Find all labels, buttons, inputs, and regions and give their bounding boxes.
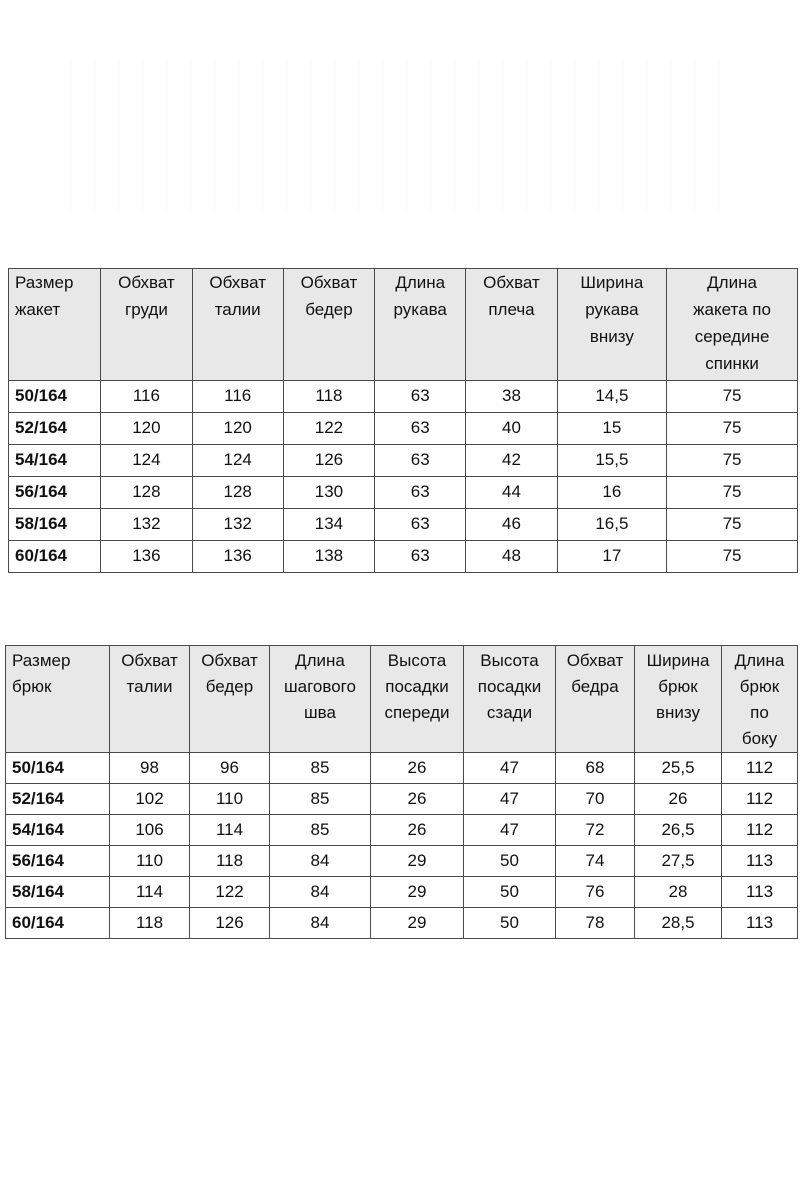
header-waist: Обхват талии [192,269,283,381]
table-cell: 28 [635,877,722,908]
table-cell: 85 [270,753,371,784]
table-row [6,784,798,815]
table-cell: 75 [667,477,798,509]
header-chest: Обхват груди [101,269,192,381]
table-cell: 110 [190,784,270,815]
table-cell: 120 [192,413,283,445]
table-cell: 130 [283,477,374,509]
table-cell: 26 [371,753,464,784]
table-cell: 84 [270,846,371,877]
table-cell: 134 [283,509,374,541]
table-cell: 128 [101,477,192,509]
table-cell: 124 [101,445,192,477]
table-cell: 126 [190,908,270,939]
table-row [9,541,798,573]
table-cell: 116 [192,381,283,413]
table-cell: 40 [466,413,557,445]
table-cell: 16 [557,477,667,509]
table-cell: 98 [110,753,190,784]
table-cell: 29 [371,877,464,908]
table-cell: 118 [190,846,270,877]
header-front-rise: Высота посадки спереди [371,646,464,753]
header-sleeve-width: Ширина рукава внизу [557,269,667,381]
table-cell: 27,5 [635,846,722,877]
size-cell: 52/164 [6,784,110,815]
table-cell: 124 [192,445,283,477]
table-cell: 84 [270,877,371,908]
table-row [6,753,798,784]
table-cell: 114 [110,877,190,908]
table-cell: 63 [375,509,466,541]
table-cell: 50 [464,877,556,908]
table-cell: 78 [556,908,635,939]
table-cell: 132 [101,509,192,541]
table-cell: 46 [466,509,557,541]
header-size-jacket: Размер жакет [9,269,101,381]
header-hips: Обхват бедер [190,646,270,753]
header-side-length: Длина брюк по боку [722,646,798,753]
size-cell: 56/164 [6,846,110,877]
table-row [6,908,798,939]
table-cell: 15,5 [557,445,667,477]
table-cell: 16,5 [557,509,667,541]
table-row [9,477,798,509]
table-cell: 26 [371,784,464,815]
table-cell: 84 [270,908,371,939]
table-cell: 14,5 [557,381,667,413]
size-cell: 60/164 [6,908,110,939]
table-cell: 50 [464,908,556,939]
table-cell: 63 [375,445,466,477]
table-cell: 63 [375,477,466,509]
table-cell: 25,5 [635,753,722,784]
table-cell: 74 [556,846,635,877]
pants-size-table [5,645,798,939]
table-cell: 113 [722,846,798,877]
table-cell: 47 [464,753,556,784]
table-cell: 112 [722,753,798,784]
table-row [6,846,798,877]
table-cell: 110 [110,846,190,877]
table-cell: 50 [464,846,556,877]
size-cell: 58/164 [6,877,110,908]
header-hips: Обхват бедер [283,269,374,381]
table-row [9,445,798,477]
table-cell: 75 [667,381,798,413]
table-row [6,815,798,846]
jacket-table-body [9,381,798,573]
size-cell: 60/164 [9,541,101,573]
header-shoulder: Обхват плеча [466,269,557,381]
size-cell: 52/164 [9,413,101,445]
table-cell: 72 [556,815,635,846]
table-cell: 85 [270,815,371,846]
table-cell: 118 [110,908,190,939]
table-cell: 63 [375,381,466,413]
table-cell: 63 [375,541,466,573]
table-cell: 136 [101,541,192,573]
table-cell: 47 [464,784,556,815]
pants-table-body [6,753,798,939]
header-inseam: Длина шагового шва [270,646,371,753]
table-cell: 122 [283,413,374,445]
jacket-size-table [8,268,798,573]
table-cell: 114 [190,815,270,846]
table-cell: 112 [722,815,798,846]
table-cell: 96 [190,753,270,784]
table-cell: 75 [667,541,798,573]
table-cell: 113 [722,877,798,908]
table-cell: 15 [557,413,667,445]
header-thigh: Обхват бедра [556,646,635,753]
faded-background-text [70,60,730,210]
table-cell: 112 [722,784,798,815]
table-cell: 106 [110,815,190,846]
table-row [9,381,798,413]
table-cell: 28,5 [635,908,722,939]
table-row [9,413,798,445]
pants-table-header [6,646,798,753]
table-cell: 76 [556,877,635,908]
table-cell: 138 [283,541,374,573]
header-back-rise: Высота посадки сзади [464,646,556,753]
table-cell: 70 [556,784,635,815]
size-cell: 50/164 [9,381,101,413]
table-cell: 68 [556,753,635,784]
table-cell: 116 [101,381,192,413]
table-cell: 29 [371,908,464,939]
table-cell: 102 [110,784,190,815]
table-row [9,509,798,541]
table-cell: 63 [375,413,466,445]
size-cell: 56/164 [9,477,101,509]
table-cell: 128 [192,477,283,509]
table-cell: 126 [283,445,374,477]
table-cell: 113 [722,908,798,939]
size-cell: 50/164 [6,753,110,784]
table-cell: 75 [667,413,798,445]
size-cell: 54/164 [9,445,101,477]
size-cell: 58/164 [9,509,101,541]
table-cell: 75 [667,509,798,541]
table-cell: 136 [192,541,283,573]
header-size-pants: Размер брюк [6,646,110,753]
table-cell: 26 [635,784,722,815]
table-cell: 48 [466,541,557,573]
jacket-table-header [9,269,798,381]
table-cell: 120 [101,413,192,445]
table-cell: 17 [557,541,667,573]
header-waist: Обхват талии [110,646,190,753]
table-cell: 132 [192,509,283,541]
table-cell: 26 [371,815,464,846]
table-cell: 26,5 [635,815,722,846]
table-cell: 29 [371,846,464,877]
table-cell: 47 [464,815,556,846]
size-cell: 54/164 [6,815,110,846]
header-hem-width: Ширина брюк внизу [635,646,722,753]
table-cell: 85 [270,784,371,815]
table-cell: 44 [466,477,557,509]
table-row [6,877,798,908]
table-cell: 75 [667,445,798,477]
table-cell: 122 [190,877,270,908]
table-cell: 118 [283,381,374,413]
table-cell: 38 [466,381,557,413]
table-cell: 42 [466,445,557,477]
header-jacket-length: Длина жакета по середине спинки [667,269,798,381]
header-sleeve-length: Длина рукава [375,269,466,381]
